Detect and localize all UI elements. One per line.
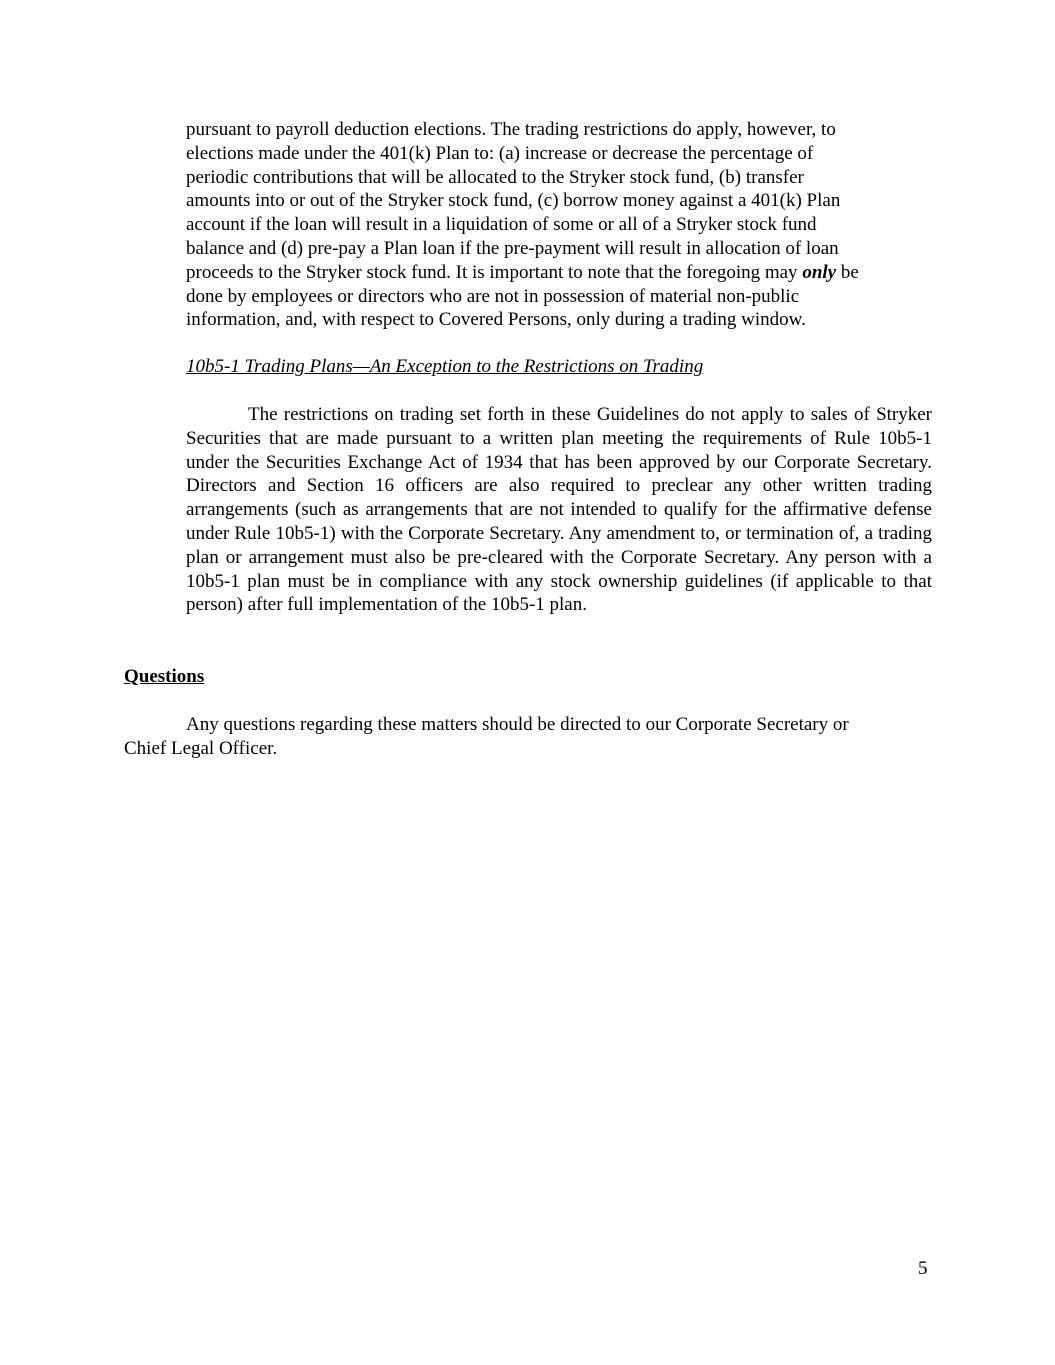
text-line: Chief Legal Officer. <box>124 737 278 759</box>
text-line: balance and (d) pre-pay a Plan loan if the pre-payment will result in allocation of loan <box>186 237 839 259</box>
paragraph-10b5-1-plans: The restrictions on trading set forth in these Guidelines do not apply to sales of Stryker Securities that are made pursuant to a written plan meeting the requirements of Rule 10b5-1 under the Securities Exchange Act of 1934 that has been approved by our Corporate Secretary. Directors and Section 16 officers are also required to preclear any other written trading arrangements (such as arrangements that are not intended to qualify for the affirmative defense under Rule 10b5-1) with the Corporate Secretary. Any amendment to, or termination of, a trading plan or arrangement must also be pre-cleared with the Corporate Secretary. Any person with a 10b5-1 plan must be in compliance with any stock ownership guidelines (if applicable to that person) after full implementation of the 10b5-1 plan. <box>186 404 932 616</box>
text-line: pursuant to payroll deduction elections. The trading restrictions do apply, however, to <box>186 119 836 140</box>
text-line: Any questions regarding these matters should be directed to our Corporate Secretary or <box>186 714 849 735</box>
section-heading-questions: Questions <box>124 666 205 687</box>
text-line: information, and, with respect to Covered Persons, only during a trading window. <box>186 309 806 331</box>
text-line: account if the loan will result in a liquidation of some or all of a Stryker stock fund <box>186 214 817 236</box>
text-fragment: proceeds to the Stryker stock fund. It is important to note that the foregoing may <box>186 261 803 283</box>
text-line: done by employees or directors who are not in possession of material non-public <box>186 285 800 307</box>
text-line: elections made under the 401(k) Plan to: (a) increase or decrease the percentage of <box>186 142 814 164</box>
section-subheading-10b5-1: 10b5-1 Trading Plans—An Exception to the Restrictions on Trading <box>186 356 704 377</box>
paragraph-questions <box>124 713 924 761</box>
text-line: periodic contributions that will be allocated to the Stryker stock fund, (b) transfer <box>186 166 804 188</box>
text-fragment: be <box>836 261 859 283</box>
text-line <box>186 261 946 285</box>
paragraph-401k-restrictions <box>186 118 946 332</box>
text-line: amounts into or out of the Stryker stock fund, (c) borrow money against a 401(k) Plan <box>186 190 841 212</box>
page-number: 5 <box>918 1258 928 1279</box>
emphasized-word: only <box>802 261 837 283</box>
